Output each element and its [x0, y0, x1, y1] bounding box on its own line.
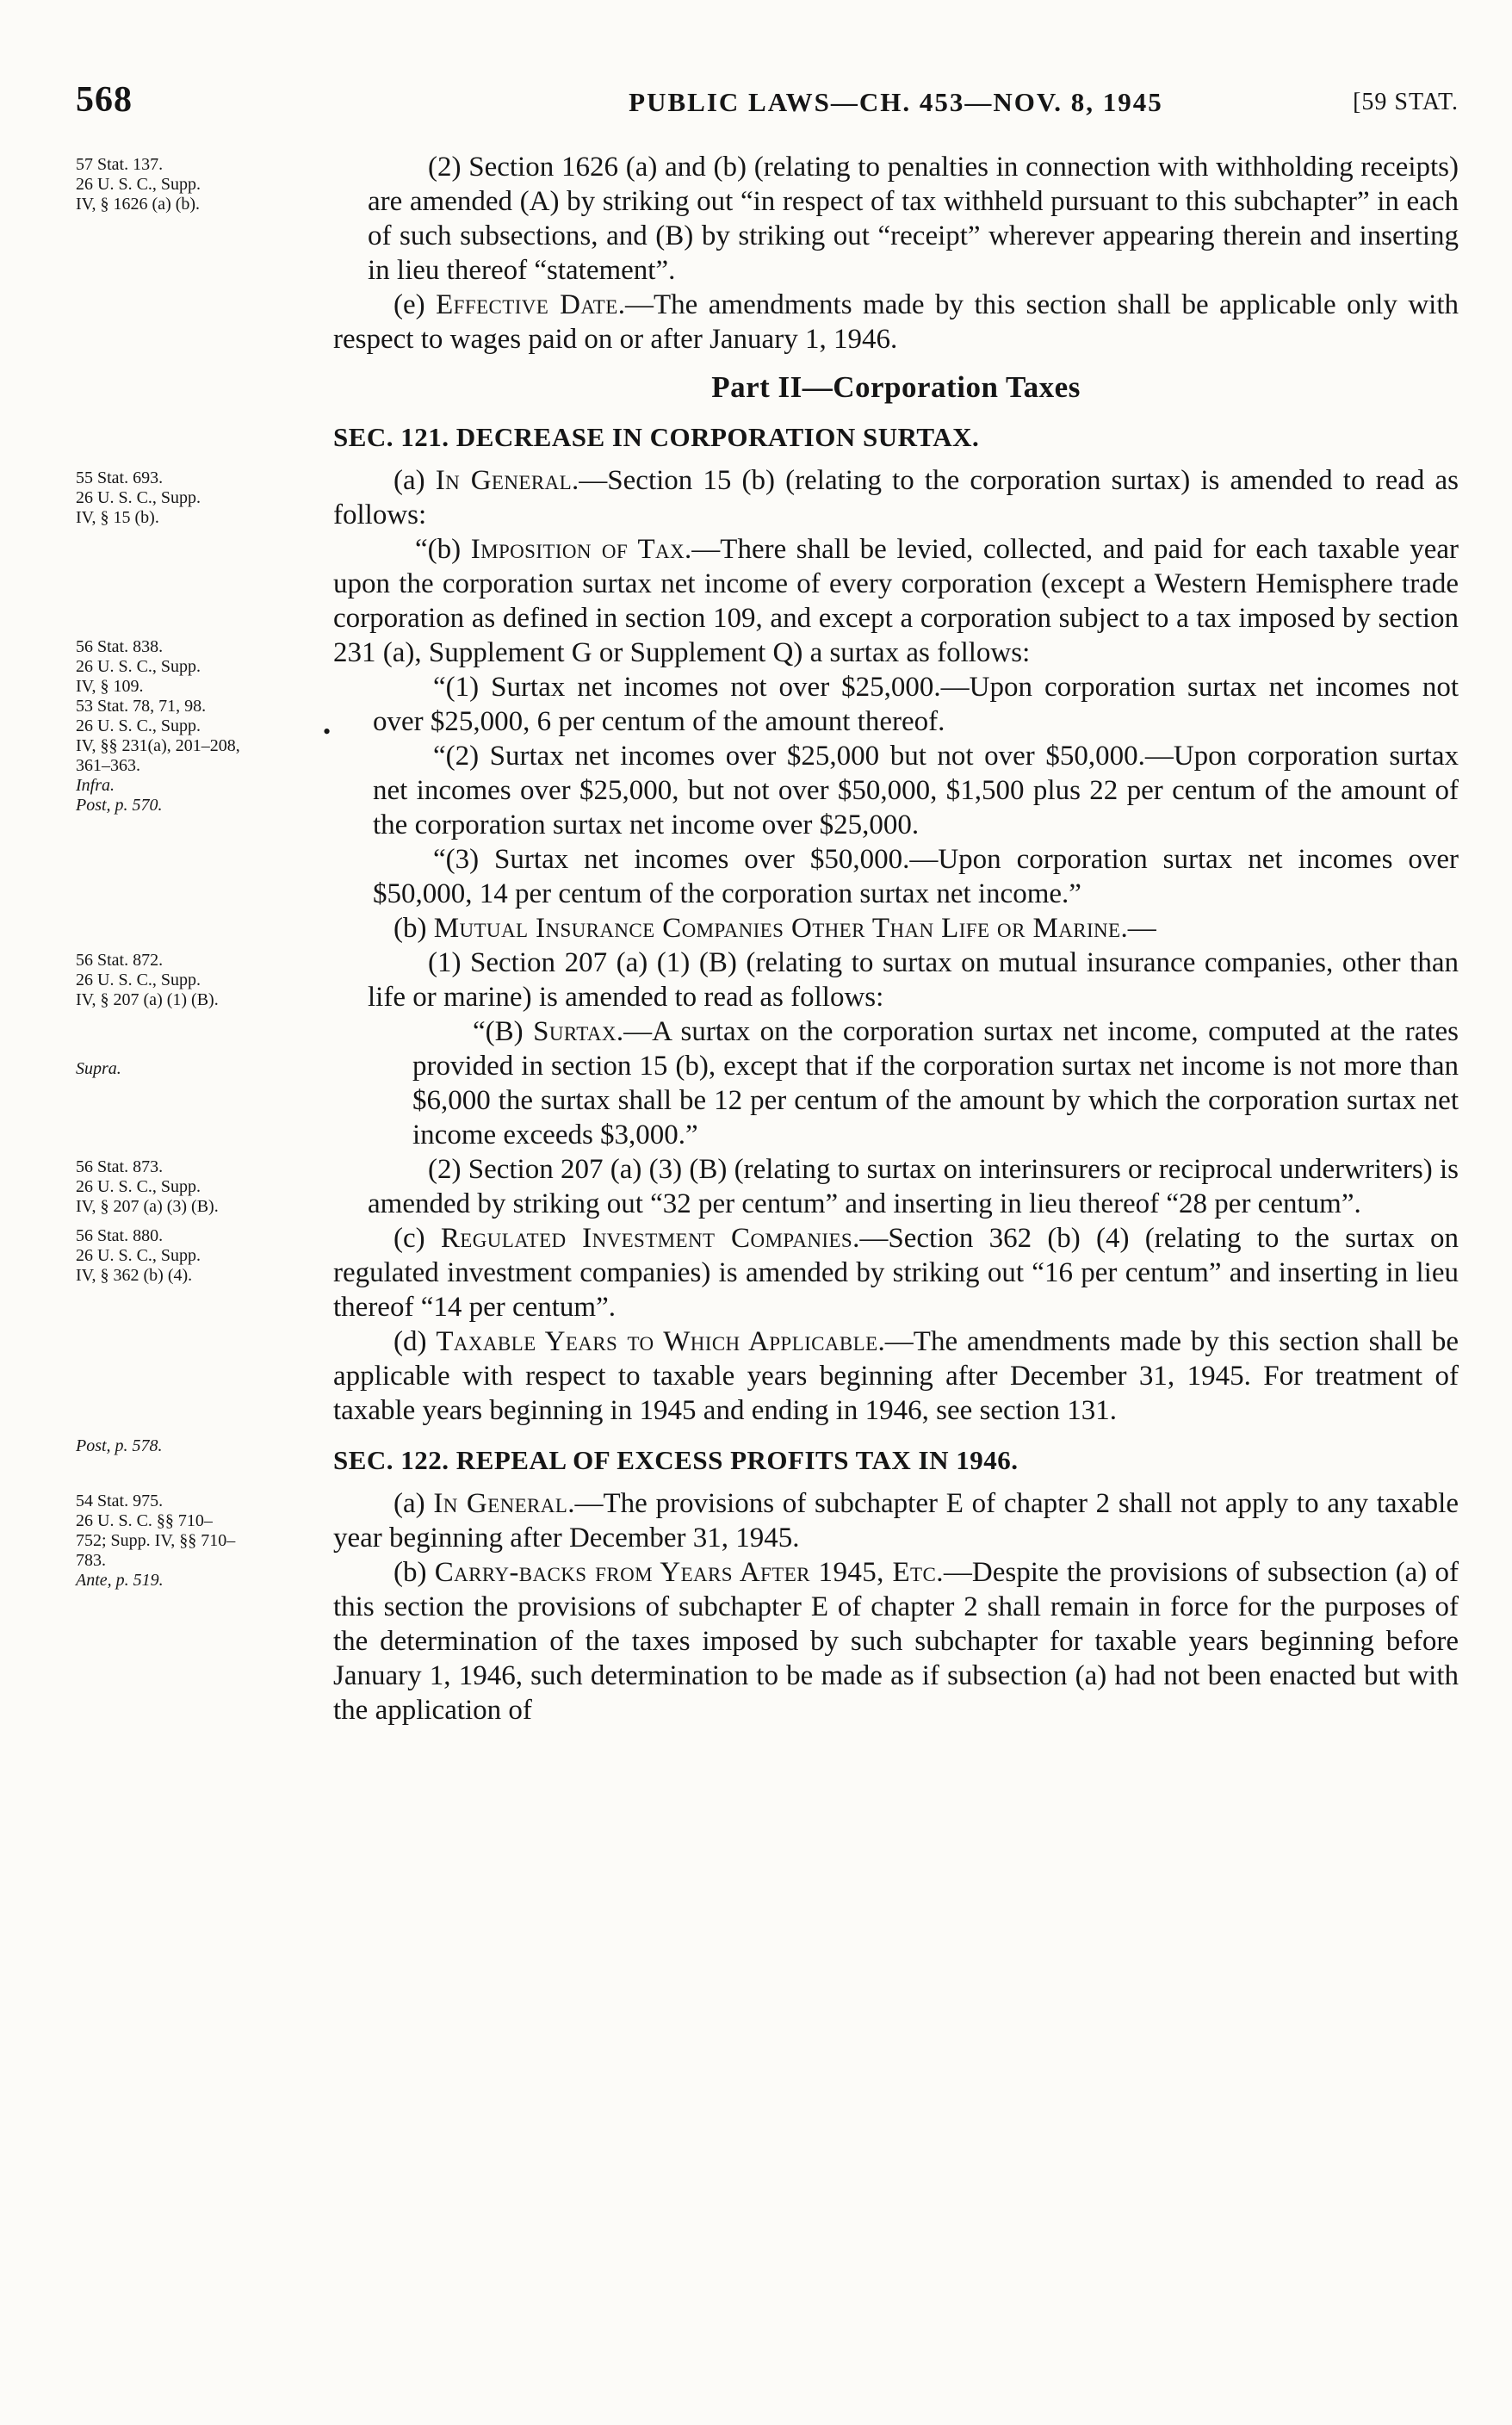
- citation-line: 26 U. S. C., Supp.: [76, 175, 201, 194]
- body-column: [333, 1221, 1459, 1324]
- statute-block: [76, 911, 1459, 946]
- body-column: [333, 1152, 1459, 1221]
- citation-line: 26 U. S. C., Supp.: [76, 971, 201, 989]
- part-heading: Part II—Corporation Taxes: [711, 370, 1081, 404]
- statute-block: [76, 946, 1459, 1014]
- paragraph-smallcaps: In General: [435, 465, 573, 496]
- citation-line: 26 U. S. C., Supp.: [76, 488, 201, 507]
- body-column: [333, 842, 1459, 911]
- body-column: [333, 288, 1459, 357]
- citation-line: IV, § 207 (a) (1) (B).: [76, 990, 219, 1009]
- section-heading: SEC. 122. REPEAL OF EXCESS PROFITS TAX IN 1946.: [333, 1445, 1019, 1475]
- stat-citation: [59 STAT.: [1353, 89, 1459, 115]
- paragraph-lead: (c): [393, 1223, 441, 1254]
- body-column: [333, 1445, 1459, 1476]
- paragraph-text: .—The amendments made by this section shall be applicable with respect to taxable years beginning after December 31, 1945. For treatment of taxable years beginning in 1945 and ending in 1946, see section 131.: [333, 1326, 1459, 1426]
- body-column: [333, 422, 1459, 453]
- paragraph-text: .—The amendments made by this section shall be applicable only with respect to wages paid on or after January 1, 1946.: [333, 289, 1459, 355]
- paragraph-lead: (a): [393, 465, 436, 496]
- citation-line: 26 U. S. C., Supp.: [76, 1246, 201, 1265]
- citation-line: IV, § 15 (b).: [76, 508, 159, 527]
- body-column: [333, 946, 1459, 1014]
- statute-paragraph: (1) Section 207 (a) (1) (B) (relating to surtax on mutual insurance companies, other than life or marine) is amended to read as follows:: [368, 947, 1459, 1013]
- paragraph-smallcaps: In General: [433, 1488, 568, 1519]
- statute-block: [76, 1445, 1459, 1476]
- statute-paragraph: “(3) Surtax net incomes over $50,000.—Upon corporation surtax net incomes over $50,000, 14 per centum of the corporation surtax net income.”: [373, 844, 1459, 909]
- statute-paragraph: [333, 288, 1459, 357]
- statute-block: [76, 370, 1459, 405]
- body-column: [333, 150, 1459, 288]
- printers-mark: •: [323, 719, 332, 744]
- cross-reference-line: Ante, p. 519.: [76, 1571, 164, 1590]
- paragraph-smallcaps: Carry-backs from Years After 1945, Etc.: [434, 1557, 944, 1588]
- paragraph-text: .—Section 15 (b) (relating to the corporation surtax) is amended to read as follows:: [333, 465, 1459, 530]
- statute-paragraph: [323, 670, 1459, 744]
- body-column: [333, 1324, 1459, 1428]
- citation-line: IV, §§ 231(a), 201–208,: [76, 736, 240, 755]
- margin-note: [76, 1157, 319, 1217]
- body-column: [333, 532, 1459, 670]
- paragraph-lead: (d): [393, 1326, 437, 1357]
- citation-line: IV, § 362 (b) (4).: [76, 1266, 193, 1285]
- paragraph-text: “(1) Surtax net incomes not over $25,000.—Upon corporation surtax net incomes not over $25,000, 6 per centum of the amount thereof.: [373, 672, 1459, 737]
- margin-note: [76, 1059, 319, 1079]
- running-header-wrap: [333, 87, 1459, 118]
- citation-line: 56 Stat. 838.: [76, 637, 164, 656]
- statute-paragraph: [333, 463, 1459, 532]
- body-column: [333, 739, 1459, 842]
- page-number: 568: [76, 80, 133, 120]
- statute-paragraph: [333, 911, 1459, 946]
- paragraph-text: .—The provisions of subchapter E of chapter 2 shall not apply to any taxable year beginning after December 31, 1945.: [333, 1488, 1459, 1554]
- cross-reference-line: Post, p. 578.: [76, 1436, 163, 1455]
- statute-paragraph: (2) Section 1626 (a) and (b) (relating to penalties in connection with withholding receipts) are amended (A) by striking out “in respect of tax withheld pursuant to this subchapter” in each of such subsections, and (B) by striking out “receipt” wherever appearing therein and inserting in lieu thereof “statement”.: [368, 152, 1459, 286]
- citation-line: 26 U. S. C. §§ 710–: [76, 1511, 213, 1530]
- paragraph-smallcaps: Imposition of Tax: [470, 534, 685, 565]
- body-column: [333, 463, 1459, 532]
- paragraph-smallcaps: Taxable Years to Which Applicable: [436, 1326, 878, 1357]
- page-header: [76, 79, 1459, 121]
- statute-block: [76, 670, 1459, 744]
- statute-paragraph: [333, 532, 1459, 670]
- statute-paragraph: [333, 1324, 1459, 1428]
- paragraph-text: .—There shall be levied, collected, and paid for each taxable year upon the corporation surtax net income of every corporation (except a Western Hemisphere trade corporation as defined in section 109, and except a corporation subject to a tax imposed by section 231 (a), Supplement G or Supplement Q) a surtax as follows:: [333, 534, 1459, 668]
- statute-paragraph: [333, 1221, 1459, 1324]
- body-column: [333, 911, 1459, 946]
- margin-note: [76, 1226, 319, 1286]
- section-heading: SEC. 121. DECREASE IN CORPORATION SURTAX.: [333, 422, 980, 452]
- statute-block: [76, 422, 1459, 453]
- citation-line: 783.: [76, 1551, 106, 1570]
- margin-note: [76, 468, 319, 528]
- body-column: [323, 670, 1459, 744]
- statute-block: [76, 739, 1459, 842]
- citation-line: 26 U. S. C., Supp.: [76, 657, 201, 676]
- body-column: [333, 1486, 1459, 1555]
- paragraph-text: —Despite the provisions of subsection (a) of this section the provisions of subchapter E of chapter 2 shall remain in force for the purposes of the determination of the taxes imposed by such subchapter for taxable years beginning before January 1, 1946, such determination to be made as if subsection (a) had not been enacted but with the application of: [333, 1557, 1459, 1726]
- citation-line: 53 Stat. 78, 71, 98.: [76, 697, 207, 716]
- body-column: [333, 1014, 1459, 1152]
- citation-line: 361–363.: [76, 756, 140, 775]
- paragraph-lead: (b): [393, 913, 434, 944]
- statute-block: [76, 1152, 1459, 1221]
- citation-line: IV, § 1626 (a) (b).: [76, 195, 201, 214]
- paragraph-lead: (a): [393, 1488, 434, 1519]
- paragraph-text: .—Section 362 (b) (4) (relating to the surtax on regulated investment companies) is amended by striking out “16 per centum” and inserting in lieu thereof “14 per centum”.: [333, 1223, 1459, 1323]
- citation-line: 56 Stat. 880.: [76, 1226, 164, 1245]
- running-header: PUBLIC LAWS—CH. 453—NOV. 8, 1945: [629, 87, 1163, 117]
- citation-line: IV, § 109.: [76, 677, 144, 696]
- citation-line: 26 U. S. C., Supp.: [76, 716, 201, 735]
- paragraph-smallcaps: Effective Date: [436, 289, 618, 320]
- statute-block: [76, 150, 1459, 288]
- margin-note: [76, 155, 319, 214]
- statute-block: [76, 1324, 1459, 1455]
- paragraph-smallcaps: Mutual Insurance Companies Other Than Life or Marine: [433, 913, 1121, 944]
- citation-line: 54 Stat. 975.: [76, 1492, 164, 1510]
- statute-paragraph: [333, 1014, 1459, 1152]
- citation-line: 56 Stat. 873.: [76, 1157, 164, 1176]
- cross-reference-line: Infra.: [76, 776, 115, 795]
- statute-block: [76, 1555, 1459, 1727]
- citation-line: 752; Supp. IV, §§ 710–: [76, 1531, 236, 1550]
- paragraph-lead: (b): [393, 1557, 435, 1588]
- statute-block: [76, 842, 1459, 911]
- statute-block: [76, 463, 1459, 532]
- paragraph-smallcaps: Surtax: [533, 1016, 617, 1047]
- margin-note: [76, 951, 319, 1010]
- citation-line: 26 U. S. C., Supp.: [76, 1177, 201, 1196]
- paragraph-smallcaps: Regulated Investment Companies: [440, 1223, 853, 1254]
- cross-reference-line: Post, p. 570.: [76, 796, 163, 815]
- statute-paragraph: (2) Section 207 (a) (3) (B) (relating to surtax on interinsurers or reciprocal underwriters) is amended by striking out “32 per centum” and inserting in lieu thereof “28 per centum”.: [368, 1154, 1459, 1219]
- paragraph-lead: “(b): [415, 534, 471, 565]
- citation-line: IV, § 207 (a) (3) (B).: [76, 1197, 219, 1216]
- statute-block: [76, 288, 1459, 357]
- paragraph-text: .—: [1120, 913, 1156, 944]
- statute-paragraph: “(2) Surtax net incomes over $25,000 but not over $50,000.—Upon corporation surtax net incomes over $25,000, but not over $50,000, $1,500 plus 22 per centum of the amount of the corporation surtax net income over $25,000.: [373, 741, 1459, 840]
- statute-block: [76, 1014, 1459, 1152]
- cross-reference-line: Supra.: [76, 1059, 121, 1078]
- body-column: [333, 1555, 1459, 1727]
- statute-paragraph: [333, 1486, 1459, 1555]
- paragraph-lead: (e): [393, 289, 437, 320]
- paragraph-text: .—A surtax on the corporation surtax net income, computed at the rates provided in section 15 (b), except that if the corporation surtax net income is not more than $6,000 the surtax shall be 12 per centum of the amount by which the corporation surtax net income exceeds $3,000.”: [412, 1016, 1459, 1150]
- statute-block: [76, 1221, 1459, 1324]
- body-column: [333, 370, 1459, 405]
- citation-line: 56 Stat. 872.: [76, 951, 164, 970]
- statute-paragraph: [333, 1555, 1459, 1727]
- citation-line: 55 Stat. 693.: [76, 468, 164, 487]
- citation-line: 57 Stat. 137.: [76, 155, 164, 174]
- paragraph-lead: “(B): [473, 1016, 534, 1047]
